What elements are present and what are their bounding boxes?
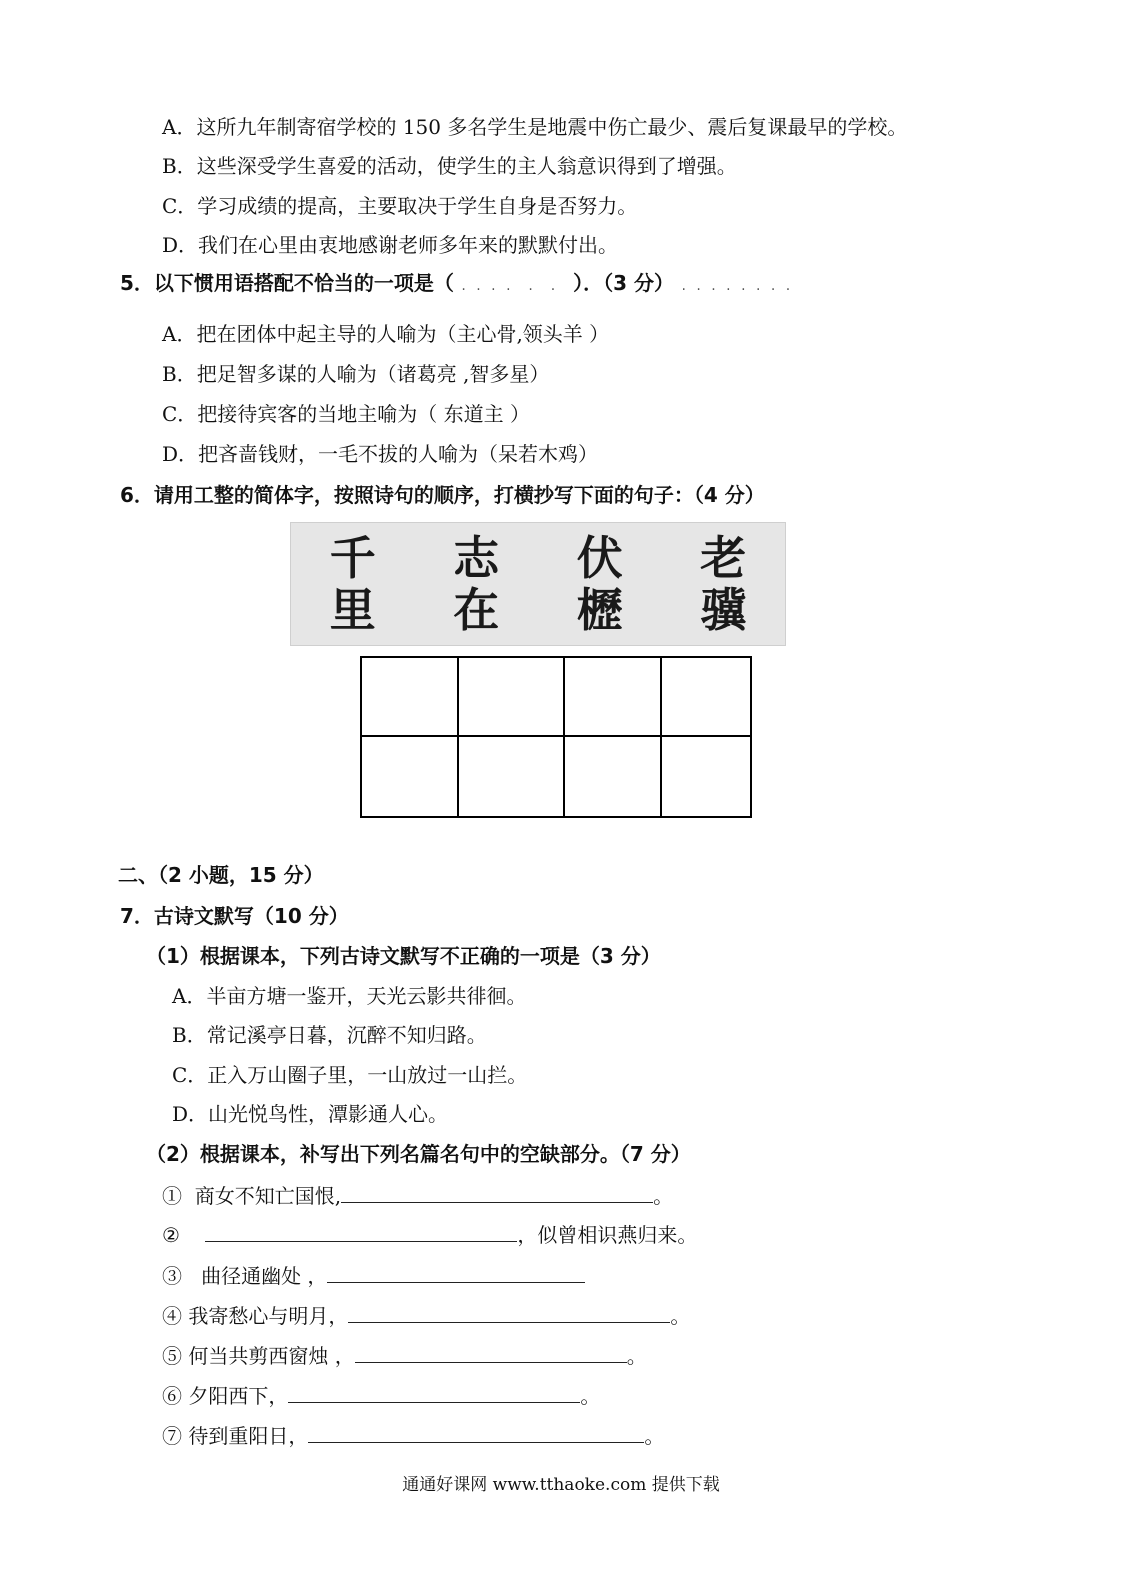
calligraphy-column [453, 532, 499, 636]
writing-cell[interactable] [662, 737, 750, 816]
fill-item-5 [162, 1342, 647, 1369]
q4-option-a: A．这所九年制寄宿学校的 150 多名学生是地震中伤亡最少、震后复课最早的学校。 [162, 115, 908, 139]
q5-option-d: D．把吝啬钱财，一毛不拔的人喻为（呆若木鸡） [162, 442, 599, 466]
q5-stem-close: ）．（3 分） [573, 271, 675, 295]
writing-grid [360, 656, 752, 818]
q7-sub2-stem: （2）根据课本，补写出下列名篇名句中的空缺部分。（7 分） [146, 1142, 691, 1166]
fill-number: ⑦ [162, 1424, 182, 1448]
fill-number: ① [162, 1184, 182, 1208]
q5-option-c: C．把接待宾客的当地主喻为（ 东道主 ） [162, 402, 531, 426]
q5-option-b: B．把足智多谋的人喻为（诸葛亮 ,智多星） [162, 362, 550, 386]
fill-prompt: 何当共剪西窗烛 ， [188, 1344, 355, 1368]
fill-number: ⑤ [162, 1344, 182, 1368]
writing-cell[interactable] [459, 737, 565, 816]
fill-prompt: 商女不知亡国恨, [194, 1184, 342, 1208]
writing-cell[interactable] [362, 658, 459, 737]
q7-title: 7．古诗文默写（10 分） [120, 904, 349, 928]
q7-sub1-stem: （1）根据课本，下列古诗文默写不正确的一项是（3 分） [146, 944, 661, 968]
q4-option-c: C．学习成绩的提高，主要取决于学生自身是否努力。 [162, 194, 638, 218]
fill-prompt: 我寄愁心与明月， [188, 1304, 349, 1328]
calligraphy-column [330, 532, 376, 636]
fill-number: ③ [162, 1264, 182, 1288]
fill-item-4 [162, 1302, 690, 1329]
calligraphy-char: 櫪 [576, 583, 623, 637]
fill-prompt: 待到重阳日， [188, 1424, 309, 1448]
fill-item-3 [162, 1262, 585, 1289]
section-2-title: 二、（2 小题，15 分） [118, 863, 324, 887]
fill-blank-4[interactable] [348, 1302, 670, 1323]
q7-sub1-option-d: D．山光悦鸟性，潭影通人心。 [172, 1102, 449, 1126]
q7-sub1-option-a: A．半亩方塘一鉴开，天光云影共徘徊。 [172, 984, 527, 1008]
calligraphy-char: 志 [453, 531, 500, 585]
fill-prompt: 夕阳西下， [188, 1384, 289, 1408]
q4-option-d: D．我们在心里由衷地感谢老师多年来的默默付出。 [162, 233, 619, 257]
fill-end: 。 [653, 1184, 674, 1208]
q5-option-a: A．把在团体中起主导的人喻为（主心骨,领头羊 ） [162, 322, 610, 346]
q5-stem [120, 270, 793, 299]
writing-cell[interactable] [662, 658, 750, 737]
q7-sub1-option-b: B．常记溪亭日暮，沉醉不知归路。 [172, 1023, 487, 1047]
writing-cell[interactable] [362, 737, 459, 816]
page-footer: 通通好课网 www.tthaoke.com 提供下载 [402, 1475, 720, 1495]
q4-option-b: B．这些深受学生喜爱的活动，使学生的主人翁意识得到了增强。 [162, 154, 737, 178]
fill-blank-3[interactable] [327, 1262, 585, 1283]
calligraphy-char: 千 [329, 531, 376, 585]
calligraphy-char: 老 [700, 531, 747, 585]
writing-cell[interactable] [459, 658, 565, 737]
calligraphy-column [700, 532, 746, 636]
fill-end: 。 [626, 1344, 647, 1368]
fill-prompt: 曲径通幽处 ， [201, 1264, 328, 1288]
calligraphy-char: 骥 [700, 583, 747, 637]
fill-end: 。 [670, 1304, 691, 1328]
fill-blank-6[interactable] [288, 1382, 580, 1403]
calligraphy-char: 里 [329, 583, 376, 637]
calligraphy-char: 伏 [576, 531, 623, 585]
q5-stem-text: 5．以下惯用语搭配不恰当的一项是（ [120, 271, 454, 295]
fill-number: ⑥ [162, 1384, 182, 1408]
fill-number: ④ [162, 1304, 182, 1328]
fill-blank-1[interactable] [341, 1182, 653, 1203]
fill-item-7 [162, 1422, 664, 1449]
fill-blank-7[interactable] [308, 1422, 644, 1443]
fill-item-1 [162, 1182, 673, 1209]
q5-trailing-dots: . . . . . . . . [674, 278, 794, 294]
q7-sub1-option-c: C．正入万山圈子里，一山放过一山拦。 [172, 1063, 528, 1087]
fill-blank-2[interactable] [205, 1221, 517, 1242]
fill-item-2 [162, 1221, 697, 1248]
q5-answer-blank: . . . . . . [453, 278, 574, 294]
fill-end: 。 [644, 1424, 665, 1448]
fill-item-6 [162, 1382, 600, 1409]
q6-stem: 6．请用工整的简体字，按照诗句的顺序，打横抄写下面的句子：（4 分） [120, 483, 765, 507]
fill-end: ，似曾相识燕归来。 [517, 1223, 698, 1247]
fill-blank-5[interactable] [355, 1342, 627, 1363]
calligraphy-column [577, 532, 623, 636]
calligraphy-char: 在 [453, 583, 500, 637]
fill-number: ② [162, 1223, 180, 1247]
calligraphy-image [290, 522, 786, 646]
writing-cell[interactable] [565, 658, 662, 737]
writing-cell[interactable] [565, 737, 662, 816]
fill-end: 。 [580, 1384, 601, 1408]
